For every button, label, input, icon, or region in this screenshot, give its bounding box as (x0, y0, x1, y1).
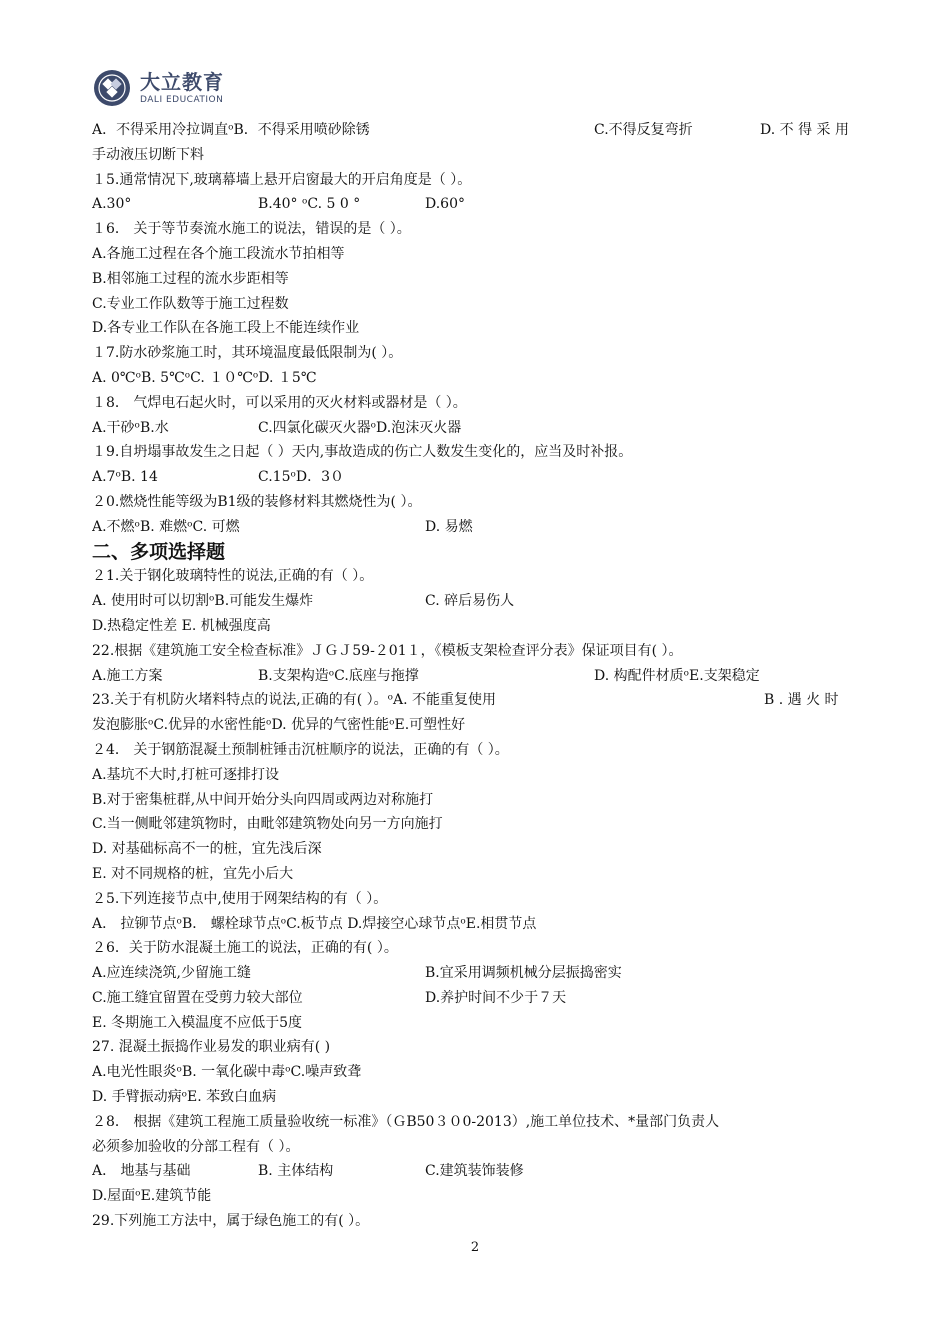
question-15: １5.通常情况下,玻璃幕墙上悬开启窗最大的开启角度是（ ）。 (92, 171, 472, 188)
question-14-options-line (92, 118, 860, 143)
question-27-options-2: D. 手臂振动病ᵒE. 苯致白血病 (92, 1089, 277, 1106)
option-c: C.施工缝宜留置在受剪力较大部位 (92, 989, 303, 1006)
option-b: B.宜采用调频机械分层振捣密实 (425, 965, 622, 982)
option-a: A.30° (92, 196, 132, 213)
option-d: D.60° (425, 196, 465, 213)
option-cd: C.四氯化碳灭火器ᵒD.泡沫灭火器 (258, 419, 462, 436)
question-20: ２0.燃烧性能等级为B1级的装修材料其燃烧性为( ）。 (92, 493, 422, 510)
option-line: D.各专业工作队在各施工段上不能连续作业 (92, 320, 360, 337)
document-body (92, 118, 860, 1234)
question-17: １7.防水砂浆施工时，其环境温度最低限制为( ）。 (92, 345, 403, 362)
question-17-options: A. 0℃ᵒB. 5℃ᵒC. １０℃ᵒD. １5℃ (92, 369, 317, 386)
option-d: D.养护时间不少于７天 (425, 989, 567, 1006)
option-ab: A．不得采用冷拉调直ᵒB．不得采用喷砂除锈 (92, 122, 370, 138)
option-line: A.基坑不大时,打桩可逐排打设 (92, 766, 280, 783)
option-a: A.施工方案 (92, 667, 163, 684)
question-26-options (92, 961, 860, 986)
question-22-options (92, 664, 860, 689)
question-23 (92, 688, 860, 713)
logo (92, 66, 224, 110)
option-cd: C.15ᵒD．3０ (258, 469, 345, 486)
question-22: 22.根据《建筑施工安全检查标准》ＪＧＪ59-２01１，《模板支架检查评分表》保证项目有( ）。 (92, 642, 683, 659)
option-bc: B.支架构造ᵒC.底座与拖撑 (258, 667, 419, 684)
option-abc: A.不燃ᵒB. 难燃ᵒC. 可燃 (92, 518, 240, 535)
option-line: B.对于密集桩群,从中间开始分头向四周或两边对称施打 (92, 791, 434, 808)
question-27-options: A.电光性眼炎ᵒB. 一氧化碳中毒ᵒC.噪声致聋 (92, 1064, 362, 1081)
option-line: B.相邻施工过程的流水步距相等 (92, 270, 289, 287)
question-24: ２4． 关于钢筋混凝土预制桩锤击沉桩顺序的说法，正确的有（ ）。 (92, 741, 509, 758)
option-d: D. 不 得 采 用 (760, 122, 849, 138)
question-26-options-2 (92, 986, 860, 1011)
option-ab: A. 使用时可以切割ᵒB.可能发生爆炸 (92, 593, 314, 610)
page-number: 2 (470, 1240, 480, 1255)
section-heading: 二、多项选择题 (92, 540, 226, 563)
option-line: D. 对基础标高不一的桩，宜先浅后深 (92, 841, 322, 858)
option-b: B. 主体结构 (258, 1163, 334, 1180)
option-line: C.专业工作队数等于施工过程数 (92, 295, 289, 312)
question-20-options (92, 515, 860, 540)
logo-english-name: DALI EDUCATION (140, 94, 224, 105)
question-23-text: 23.关于有机防火堵料特点的说法,正确的有( ）。ᵒA. 不能重复使用 (92, 692, 497, 709)
question-21-options-2: D.热稳定性差 E. 机械强度高 (92, 617, 271, 634)
option-ab: A.干砂ᵒB.水 (92, 419, 169, 436)
option-de: D. 构配件材质ᵒE.支架稳定 (594, 667, 760, 684)
question-25: ２5.下列连接节点中,使用于网架结构的有（ ）。 (92, 890, 388, 907)
question-15-options (92, 192, 860, 217)
option-ab: A.7ᵒB. 14 (92, 469, 158, 486)
question-27: 27. 混凝土振捣作业易发的职业病有( ) (92, 1039, 331, 1056)
logo-chinese-name: 大立教育 (140, 69, 224, 94)
option-line: E. 冬期施工入模温度不应低于5度 (92, 1014, 303, 1031)
question-19: １9.自坍塌事故发生之日起（ ）天内,事故造成的伤亡人数发生变化的，应当及时补报。 (92, 444, 633, 461)
option-line: C.当一侧毗邻建筑物时，由毗邻建筑物处向另一方向施打 (92, 816, 443, 833)
question-21: ２1.关于钢化玻璃特性的说法,正确的有（ ）。 (92, 568, 374, 585)
text-line: 手动液压切断下料 (92, 146, 204, 163)
option-c: C. 碎后易伤人 (425, 593, 515, 610)
question-18-options (92, 416, 860, 441)
option-a: A.应连续浇筑,少留施工缝 (92, 965, 252, 982)
option-c: C.不得反复弯折 (594, 122, 693, 138)
question-29: 29.下列施工方法中，属于绿色施工的有( ）。 (92, 1213, 370, 1230)
option-bc: B.40° ᵒC. 5 0 ° (258, 196, 361, 213)
question-28-options-2: D.屋面ᵒE.建筑节能 (92, 1188, 212, 1205)
option-line: A.各施工过程在各个施工段流水节拍相等 (92, 245, 345, 262)
option-b: B . 遇 火 时 (764, 692, 839, 709)
option-c: C.建筑装饰装修 (425, 1163, 524, 1180)
question-28-cont: 必须参加验收的分部工程有（ ）。 (92, 1138, 300, 1155)
question-23-options: 发泡膨胀ᵒC.优异的水密性能ᵒD. 优异的气密性能ᵒE.可塑性好 (92, 717, 466, 734)
question-21-options (92, 589, 860, 614)
dali-education-logo-icon (92, 68, 132, 108)
question-19-options (92, 465, 860, 490)
question-28-options (92, 1159, 860, 1184)
question-26: ２6．关于防水混凝土施工的说法，正确的有( ）。 (92, 940, 398, 957)
question-25-options: A． 拉铆节点ᵒB． 螺栓球节点ᵒC.板节点 D.焊接空心球节点ᵒE.相贯节点 (92, 915, 537, 932)
option-a: A． 地基与基础 (92, 1163, 191, 1180)
option-d: D. 易燃 (425, 518, 473, 535)
question-16: １6． 关于等节奏流水施工的说法，错误的是（ ）。 (92, 221, 411, 238)
question-28: ２8． 根据《建筑工程施工质量验收统一标准》（ＧB50３０0-2013）,施工单位技术、*量部门负责人 (92, 1113, 720, 1130)
option-line: E. 对不同规格的桩，宜先小后大 (92, 865, 294, 882)
question-18: １8． 气焊电石起火时，可以采用的灭火材料或器材是（ ）。 (92, 394, 467, 411)
